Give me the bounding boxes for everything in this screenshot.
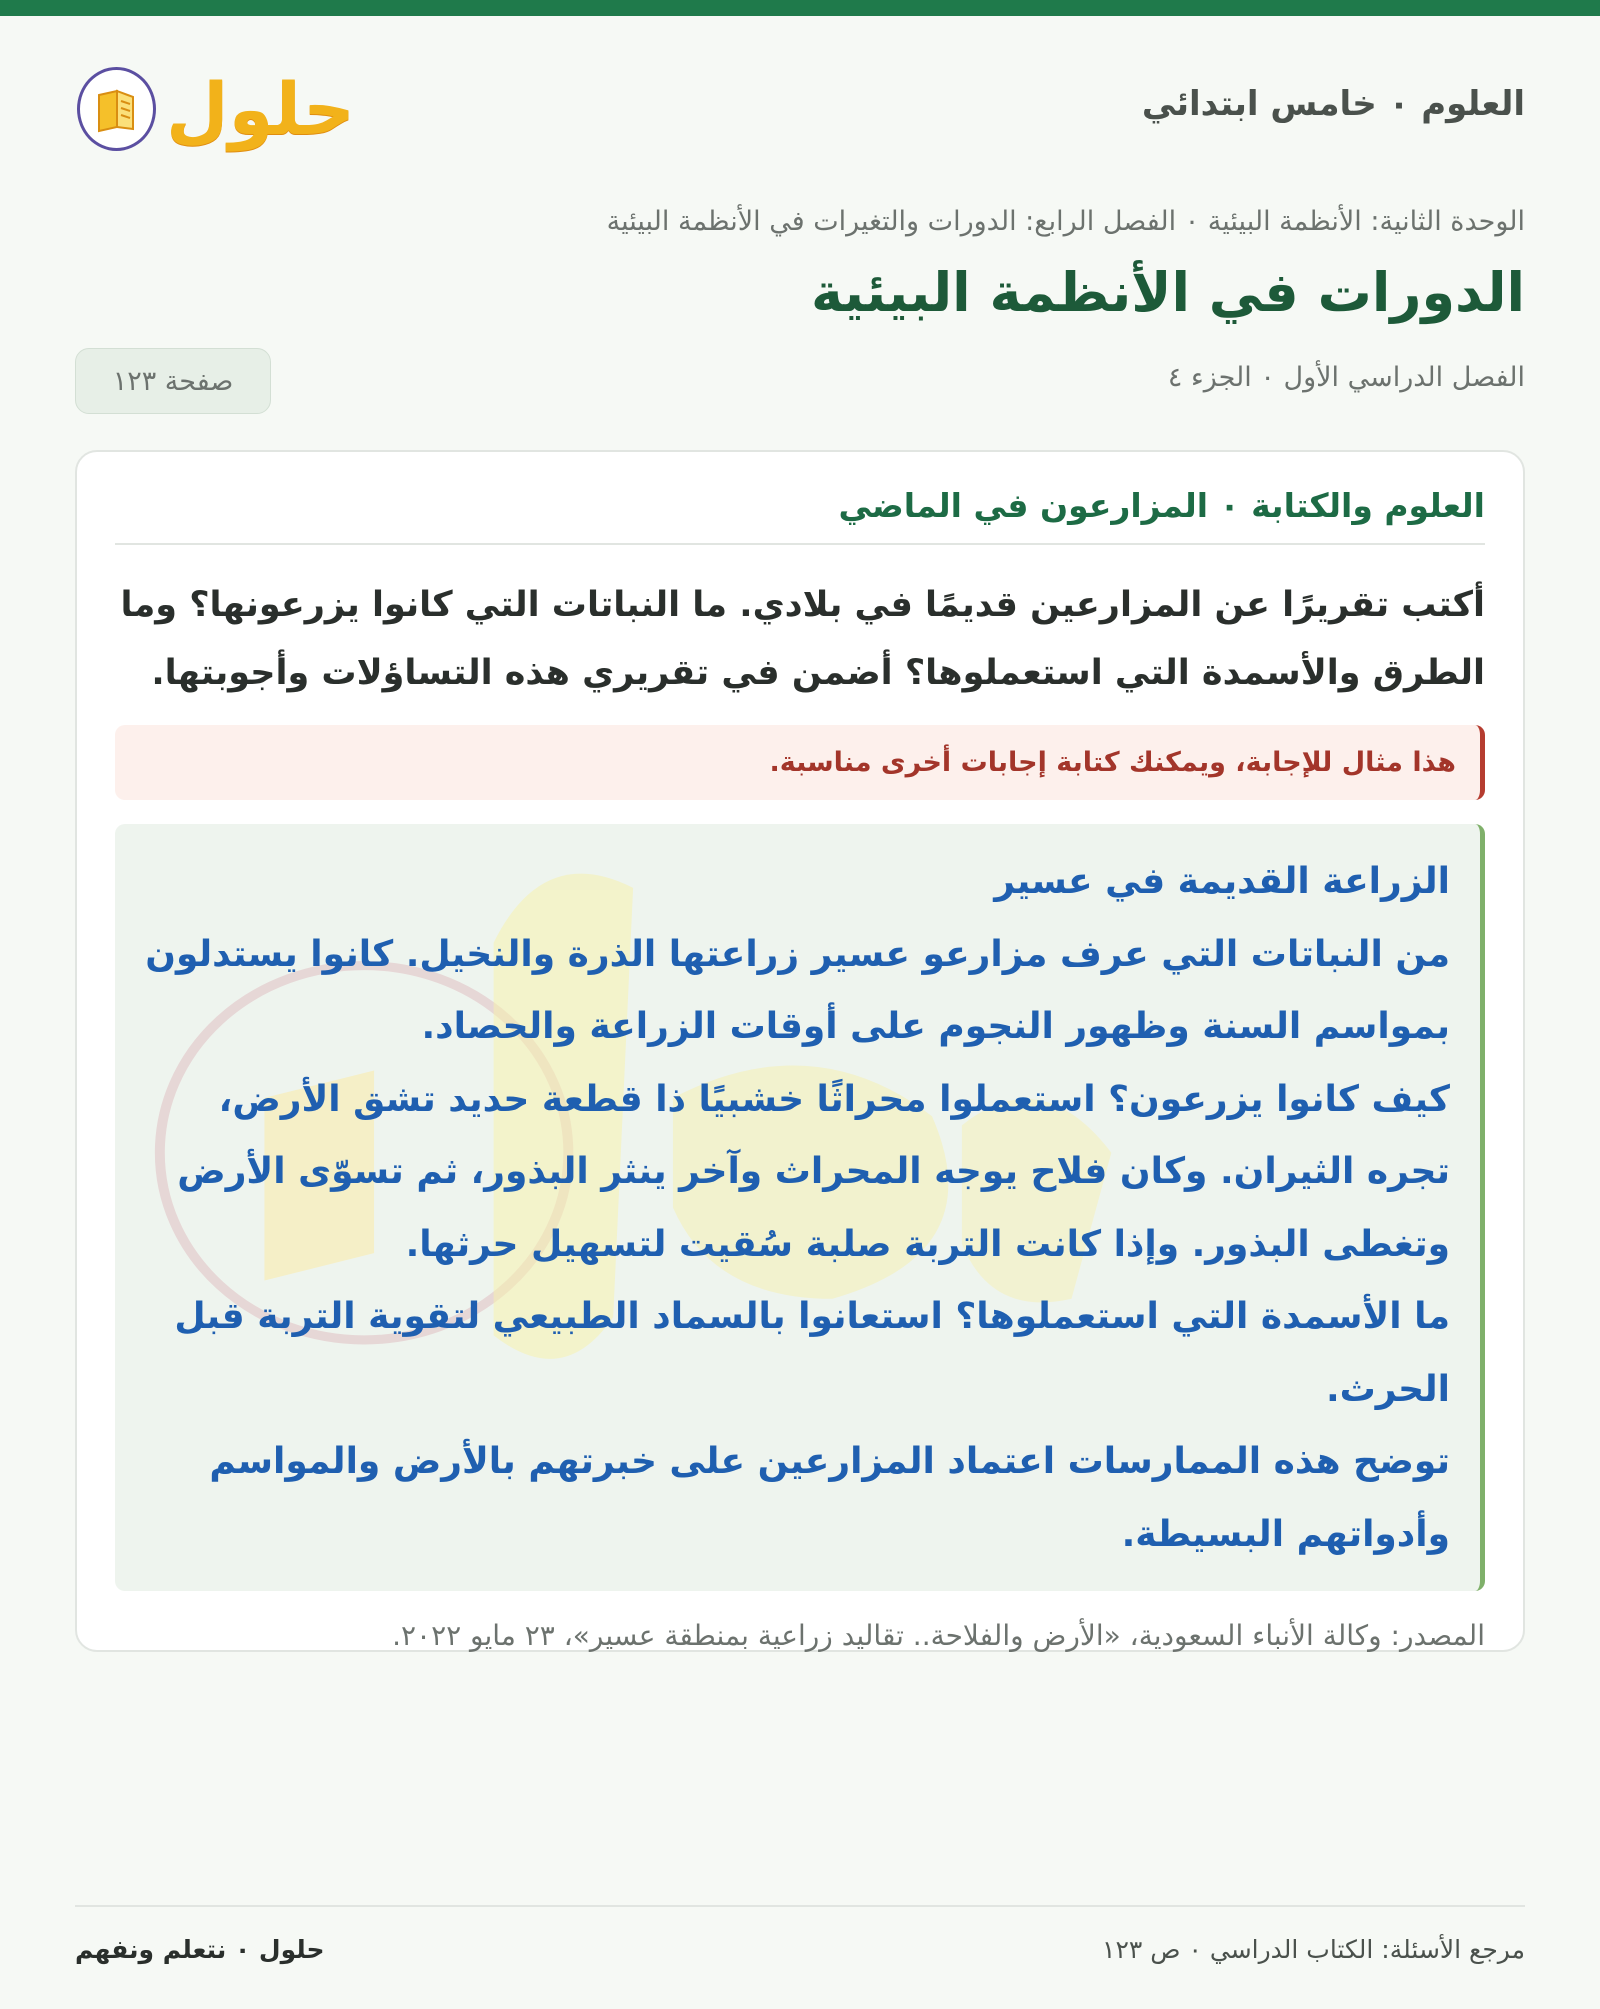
- term-label: الفصل الدراسي الأول ٠ الجزء ٤: [1167, 362, 1525, 393]
- answer-paragraph: كيف كانوا يزرعون؟ استعملوا محراثًا خشبيًا ذا قطعة حديد تشق الأرض، تجره الثيران. وكان فلاح يوجه المحراث وآخر ينثر البذور، ثم تسوّى الأرض وتغطى البذور. وإذا كانت التربة صلبة سُقيت لتسهيل حرثها.: [177, 1078, 1450, 1265]
- question-card: [75, 450, 1525, 1652]
- answer-paragraph: توضح هذه الممارسات اعتماد المزارعين على خبرتهم بالأرض والمواسم وأدواتهم البسيطة.: [209, 1441, 1450, 1555]
- logo-text: حلول: [166, 67, 355, 151]
- page-number-badge: صفحة ١٢٣: [75, 348, 271, 414]
- book-icon: [77, 67, 156, 151]
- question-text: أكتب تقريرًا عن المزارعين قديمًا في بلادي. ما النباتات التي كانوا يزرعونها؟ وما الطرق والأسمدة التي استعملوها؟ أضمن في تقريري هذه التساؤلات وأجوبتها.: [120, 585, 1485, 693]
- meta-row: [75, 348, 1525, 414]
- answer-paragraph: من النباتات التي عرف مزارعو عسير زراعتها الذرة والنخيل. كانوا يستدلون بمواسم السنة وظهور النجوم على أوقات الزراعة والحصاد.: [145, 933, 1450, 1047]
- source-citation: المصدر: وكالة الأنباء السعودية، «الأرض والفلاحة.. تقاليد زراعية بمنطقة عسير»، ٢٣ مايو ٢٠٢٢.: [392, 1619, 1485, 1652]
- answer-paragraph: ما الأسمدة التي استعملوها؟ استعانوا بالسماد الطبيعي لتقوية التربة قبل الحرث.: [174, 1296, 1450, 1410]
- card-heading: العلوم والكتابة ٠ المزارعون في الماضي: [115, 486, 1485, 545]
- logo[interactable]: [75, 54, 355, 164]
- answer-title: الزراعة القديمة في عسير: [994, 861, 1450, 902]
- footer-brand: حلول ٠ نتعلم ونفهم: [75, 1935, 325, 1964]
- top-accent-bar: [0, 0, 1600, 16]
- answer-box: [115, 824, 1485, 1591]
- header: [75, 16, 1525, 166]
- subject-label: العلوم ٠ خامس ابتدائي: [1141, 84, 1525, 124]
- breadcrumb: الوحدة الثانية: الأنظمة البيئية ٠ الفصل الرابع: الدورات والتغيرات في الأنظمة البيئية: [606, 206, 1525, 237]
- answer-note: هذا مثال للإجابة، ويمكنك كتابة إجابات أخرى مناسبة.: [115, 725, 1485, 800]
- footer: [75, 1905, 1525, 1987]
- page-title: الدورات في الأنظمة البيئية: [810, 261, 1525, 324]
- page-content: [75, 16, 1525, 1652]
- footer-reference: مرجع الأسئلة: الكتاب الدراسي ٠ ص ١٢٣: [1102, 1935, 1525, 1964]
